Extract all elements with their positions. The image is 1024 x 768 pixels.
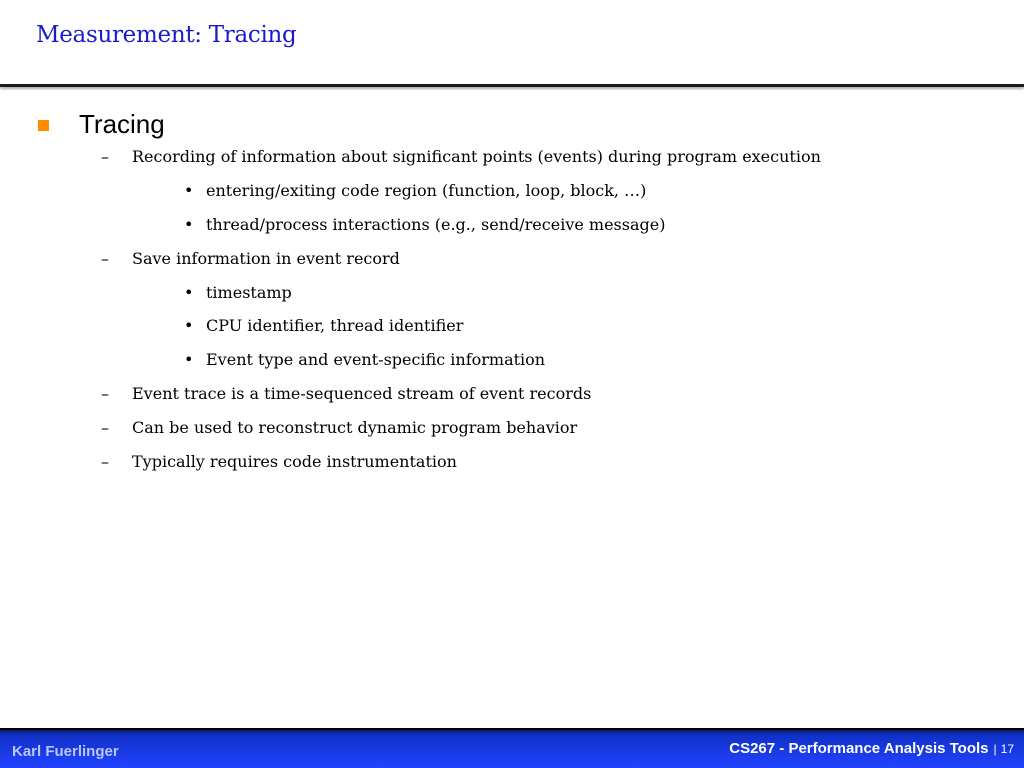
sub-bullet-text: Recording of information about significant points (events) during program execution (132, 147, 821, 166)
dot-marker: • (184, 350, 194, 369)
slide-title: Measurement: Tracing (36, 22, 297, 48)
sub-sub-bullet (184, 316, 463, 335)
sub-bullet-text: Save information in event record (132, 249, 400, 268)
footer-author: Karl Fuerlinger (12, 743, 119, 760)
square-bullet-icon (38, 120, 49, 131)
sub-sub-bullet (184, 283, 292, 302)
dash-marker: – (101, 418, 109, 437)
sub-bullet (101, 384, 591, 403)
sub-sub-bullet-text: Event type and event-specific information (206, 350, 546, 369)
dot-marker: • (184, 283, 194, 302)
sub-bullet (101, 249, 400, 268)
dot-marker: • (184, 215, 194, 234)
sub-bullet (101, 452, 457, 471)
sub-sub-bullet (184, 181, 646, 200)
dot-marker: • (184, 181, 194, 200)
page-number: 17 (1000, 742, 1014, 756)
dash-marker: – (101, 384, 109, 403)
dash-marker: – (101, 249, 109, 268)
sub-sub-bullet-text: thread/process interactions (e.g., send/receive message) (206, 215, 666, 234)
sub-bullet-text: Can be used to reconstruct dynamic program behavior (132, 418, 578, 437)
dot-marker: • (184, 316, 194, 335)
sub-sub-bullet-text: timestamp (206, 283, 292, 302)
sub-sub-bullet (184, 350, 545, 369)
dash-marker: – (101, 452, 109, 471)
footer-separator: | (993, 742, 997, 756)
sub-bullet (101, 147, 821, 166)
sub-sub-bullet-text: entering/exiting code region (function, loop, block, …) (206, 181, 647, 200)
sub-bullet (101, 418, 577, 437)
sub-sub-bullet-text: CPU identifier, thread identifier (206, 316, 464, 335)
sub-bullet-text: Event trace is a time-sequenced stream of event records (132, 384, 592, 403)
main-bullet (38, 109, 165, 140)
sub-sub-bullet (184, 215, 665, 234)
title-divider (0, 84, 1024, 87)
footer-course-title: CS267 - Performance Analysis Tools (729, 740, 989, 757)
dash-marker: – (101, 147, 109, 166)
sub-bullet-text: Typically requires code instrumentation (132, 452, 457, 471)
main-bullet-text: Tracing (79, 109, 165, 139)
footer-right (729, 740, 1014, 757)
